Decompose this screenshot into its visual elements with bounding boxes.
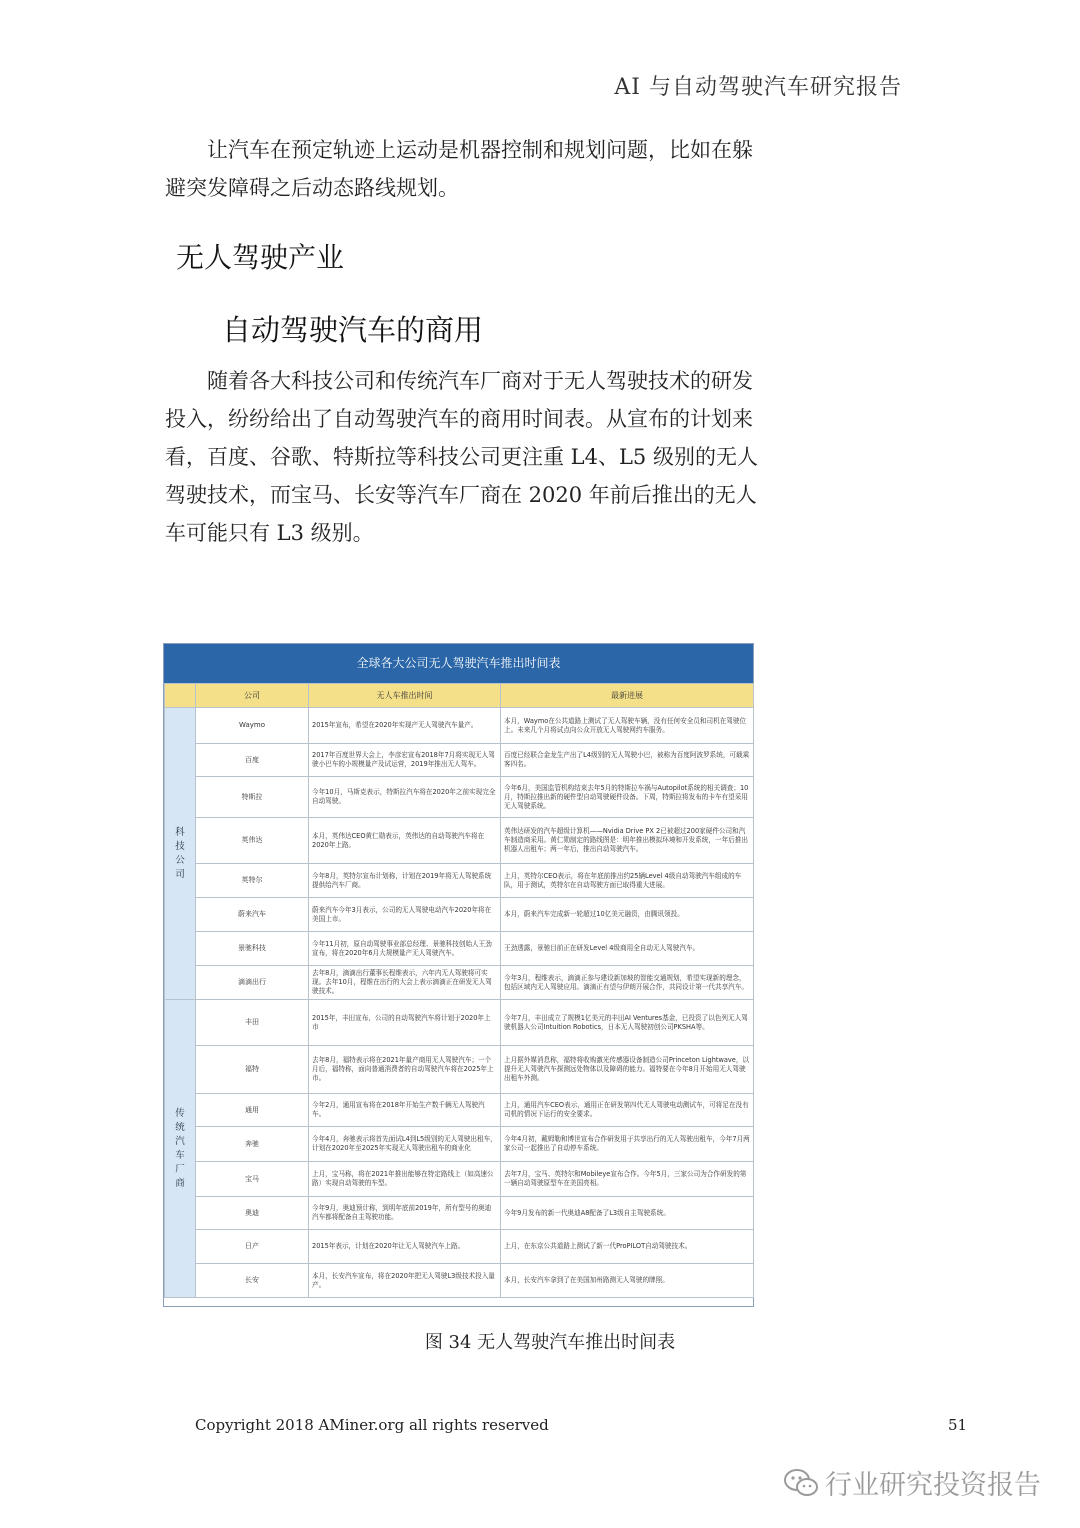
header-company: 公司 [196, 684, 309, 708]
group-label-text: 传统汽车厂商 [175, 1107, 185, 1189]
cell-launch: 今年4月，奔驰表示将首先面试L4到L5级别的无人驾驶出租车，计划在2020年至2025年实现无人驾驶出租车的商业化 [309, 1127, 501, 1162]
table-row [165, 898, 754, 932]
cell-progress: 上月，通用汽车CEO表示，通用正在研发第四代无人驾驶电动测试车，可将足在没有司机的情况下运行的安全要求。 [501, 1094, 754, 1127]
cell-launch: 2015年表示，计划在2020年让无人驾驶汽车上路。 [309, 1230, 501, 1264]
watermark [783, 1463, 1041, 1502]
header-progress: 最新进展 [501, 684, 754, 708]
cell-company: 英特尔 [196, 864, 309, 898]
cell-company: 福特 [196, 1046, 309, 1094]
table-row [165, 932, 754, 966]
cell-launch: 去年8月，福特表示将在2021年量产商用无人驾驶汽车；一个月后，福特称，面向普通消费者的自动驾驶汽车将在2025年上市。 [309, 1046, 501, 1094]
cell-progress: 今年4月初，戴姆勒和博世宣布合作研发用于共享出行的无人驾驶出租车，今年7月两家公司一起推出了自动停车系统。 [501, 1127, 754, 1162]
cell-company: 滴滴出行 [196, 966, 309, 1000]
cell-launch: 2015年，丰田宣布，公司的自动驾驶汽车将计划于2020年上市 [309, 1000, 501, 1046]
paragraph-1-text: 让汽车在预定轨迹上运动是机器控制和规划问题，比如在躲避突发障碍之后动态路线规划。 [165, 138, 753, 200]
page-number: 51 [948, 1416, 968, 1434]
cell-progress: 今年9月发布的新一代奥迪A8配备了L3级自主驾驶系统。 [501, 1197, 754, 1230]
cell-progress: 本月，蔚来汽车完成新一轮超过10亿美元融资，由腾讯领投。 [501, 898, 754, 932]
footer-copyright: Copyright 2018 AMiner.org all rights reserved [195, 1416, 549, 1434]
cell-launch: 去年8月，滴滴出行董事长程维表示，六年内无人驾驶将可实现。去年10月，程维在出行的大会上表示滴滴正在研发无人驾驶技术。 [309, 966, 501, 1000]
paragraph-2 [165, 362, 765, 552]
cell-launch: 上月，宝马称，将在2021年推出能够在特定路线上（如高速公路）实现自动驾驶的车型。 [309, 1162, 501, 1197]
table-row [165, 744, 754, 777]
cell-launch: 今年10月，马斯克表示，特斯拉汽车将在2020年之前实现完全自动驾驶。 [309, 777, 501, 818]
header-title: AI 与自动驾驶汽车研究报告 [614, 75, 902, 100]
cell-progress: 今年7月，丰田成立了规模1亿美元的丰田AI Ventures基金，已投资了以色列无人驾驶机器人公司Intuition Robotics，日本无人驾驶初创公司PKSHA等。 [501, 1000, 754, 1046]
table-row [165, 864, 754, 898]
header-launch: 无人车推出时间 [309, 684, 501, 708]
cell-progress: 上月据外媒消息称，福特将收购激光传感器设备制造公司Princeton Lightwave，以提升无人驾驶汽车探测远处物体以及障碍的能力。福特要在今年8月开始用无人驾驶出租车外测。 [501, 1046, 754, 1094]
cell-company: 特斯拉 [196, 777, 309, 818]
header-blank [165, 684, 196, 708]
subsection-heading: 自动驾驶汽车的商用 [222, 313, 484, 347]
cell-launch: 今年8月，英特尔宣布计划称，计划在2019年将无人驾驶系统提供给汽车厂商。 [309, 864, 501, 898]
cell-progress: 上月，英特尔CEO表示，将在年底前推出约25辆Level 4级自动驾驶汽车组成的车队，用于测试，英特尔在自动驾驶方面已取得重大进展。 [501, 864, 754, 898]
cell-company: 英伟达 [196, 818, 309, 864]
cell-launch: 2017年百度世界大会上，李彦宏宣布2018年7月将实现无人驾驶小巴车的小规模量产及试运营，2019年推出无人驾车。 [309, 744, 501, 777]
wechat-icon [783, 1468, 819, 1498]
table-row [165, 1162, 754, 1197]
cell-company: 百度 [196, 744, 309, 777]
cell-progress: 百度已经联合金龙生产出了L4级别的无人驾驶小巴，被称为百度阿波罗系统，可载乘客四名。 [501, 744, 754, 777]
group-label-text: 科技公司 [175, 826, 185, 880]
table-row [165, 1230, 754, 1264]
cell-launch: 本月，长安汽车宣布，将在2020年把无人驾驶L3级技术投入量产。 [309, 1264, 501, 1298]
table-row [165, 966, 754, 1000]
table-row [165, 777, 754, 818]
table-row [165, 1264, 754, 1298]
cell-company: 宝马 [196, 1162, 309, 1197]
cell-launch: 今年9月，奥迪预计称，到明年底前2019年，所有型号的奥迪汽车都将配备自主驾驶功能。 [309, 1197, 501, 1230]
section-heading: 无人驾驶产业 [176, 241, 345, 274]
cell-company: 丰田 [196, 1000, 309, 1046]
table-title: 全球各大公司无人驾驶汽车推出时间表 [164, 644, 753, 683]
cell-company: 奥迪 [196, 1197, 309, 1230]
group-label [165, 708, 196, 1000]
cell-company: 奔驰 [196, 1127, 309, 1162]
figure-caption: 图 34 无人驾驶汽车推出时间表 [424, 1332, 676, 1353]
paragraph-2-text: 随着各大科技公司和传统汽车厂商对于无人驾驶技术的研发投入，纷纷给出了自动驾驶汽车的商用时间表。从宣布的计划来看，百度、谷歌、特斯拉等科技公司更注重 L4、L5 级别的无人驾驶技术，而宝马、长安等汽车厂商在 2020 年前后推出的无人车可能只有 L3 级别。 [165, 369, 758, 545]
table-row [165, 1127, 754, 1162]
timeline-table-figure [163, 643, 754, 1307]
table-row [165, 1046, 754, 1094]
cell-company: 日产 [196, 1230, 309, 1264]
cell-progress: 王劲透露，景驰目前正在研发Level 4级商用全自动无人驾驶汽车。 [501, 932, 754, 966]
table-row [165, 708, 754, 744]
cell-company: 景驰科技 [196, 932, 309, 966]
cell-launch: 2015年宣布，希望在2020年实现产无人驾驶汽车量产。 [309, 708, 501, 744]
cell-progress: 去年7月，宝马、英特尔和Mobileye宣布合作。今年5月，三家公司为合作研发的第一辆自动驾驶原型车在美国亮相。 [501, 1162, 754, 1197]
group-label [165, 1000, 196, 1298]
table-row [165, 818, 754, 864]
cell-launch: 本月，英伟达CEO黄仁勋表示，英伟达的自动驾驶汽车将在2020年上路。 [309, 818, 501, 864]
table-row [165, 1197, 754, 1230]
watermark-text: 行业研究投资报告 [825, 1470, 1041, 1501]
table-body [165, 684, 754, 1298]
cell-progress: 今年3月，程维表示，滴滴正参与建设新加坡的智能交通规划，希望实现新的理念，包括区域内无人驾驶应用。滴滴正有望与伊朗开展合作，共同设计第一代共享汽车。 [501, 966, 754, 1000]
table-header-row [165, 684, 754, 708]
cell-company: Waymo [196, 708, 309, 744]
cell-launch: 今年11月初，原自动驾驶事业部总经理、景驰科技创始人王劲宣布，将在2020年6月大规模量产无人驾驶汽车。 [309, 932, 501, 966]
cell-company: 通用 [196, 1094, 309, 1127]
paragraph-1 [165, 131, 765, 207]
cell-progress: 今年6月，美国监管机构结束去年5月的特斯拉车祸与Autopilot系统的相关调查；10月，特斯拉推出新的硬件型自动驾驶硬件设备。下周，特斯拉将发布的卡车有望采用无人驾驶系统。 [501, 777, 754, 818]
cell-progress: 本月，Waymo在公共道路上测试了无人驾驶车辆，没有任何安全员和司机在驾驶位上。未来几个月将试点向公众开放无人驾驶网约车服务。 [501, 708, 754, 744]
cell-progress: 上月，在东京公共道路上测试了新一代ProPILOT自动驾驶技术。 [501, 1230, 754, 1264]
cell-progress: 本月，长安汽车拿到了在美国加州路测无人驾驶的牌照。 [501, 1264, 754, 1298]
cell-company: 蔚来汽车 [196, 898, 309, 932]
table-row [165, 1000, 754, 1046]
cell-launch: 今年2月，通用宣布将在2018年开始生产数千辆无人驾驶汽车。 [309, 1094, 501, 1127]
cell-launch: 蔚来汽车今年3月表示，公司的无人驾驶电动汽车2020年将在美国上市。 [309, 898, 501, 932]
timeline-table [164, 683, 754, 1298]
table-row [165, 1094, 754, 1127]
cell-progress: 英伟达研发的汽车超级计算机——Nvidia Drive PX 2已被超过200家硬件公司和汽车制造商采用。黄仁勋制定的路线图是：明年推出模拟环境和开发系统，一年后推出机器人出租车；两一年后，推出自动驾驶汽车。 [501, 818, 754, 864]
cell-company: 长安 [196, 1264, 309, 1298]
